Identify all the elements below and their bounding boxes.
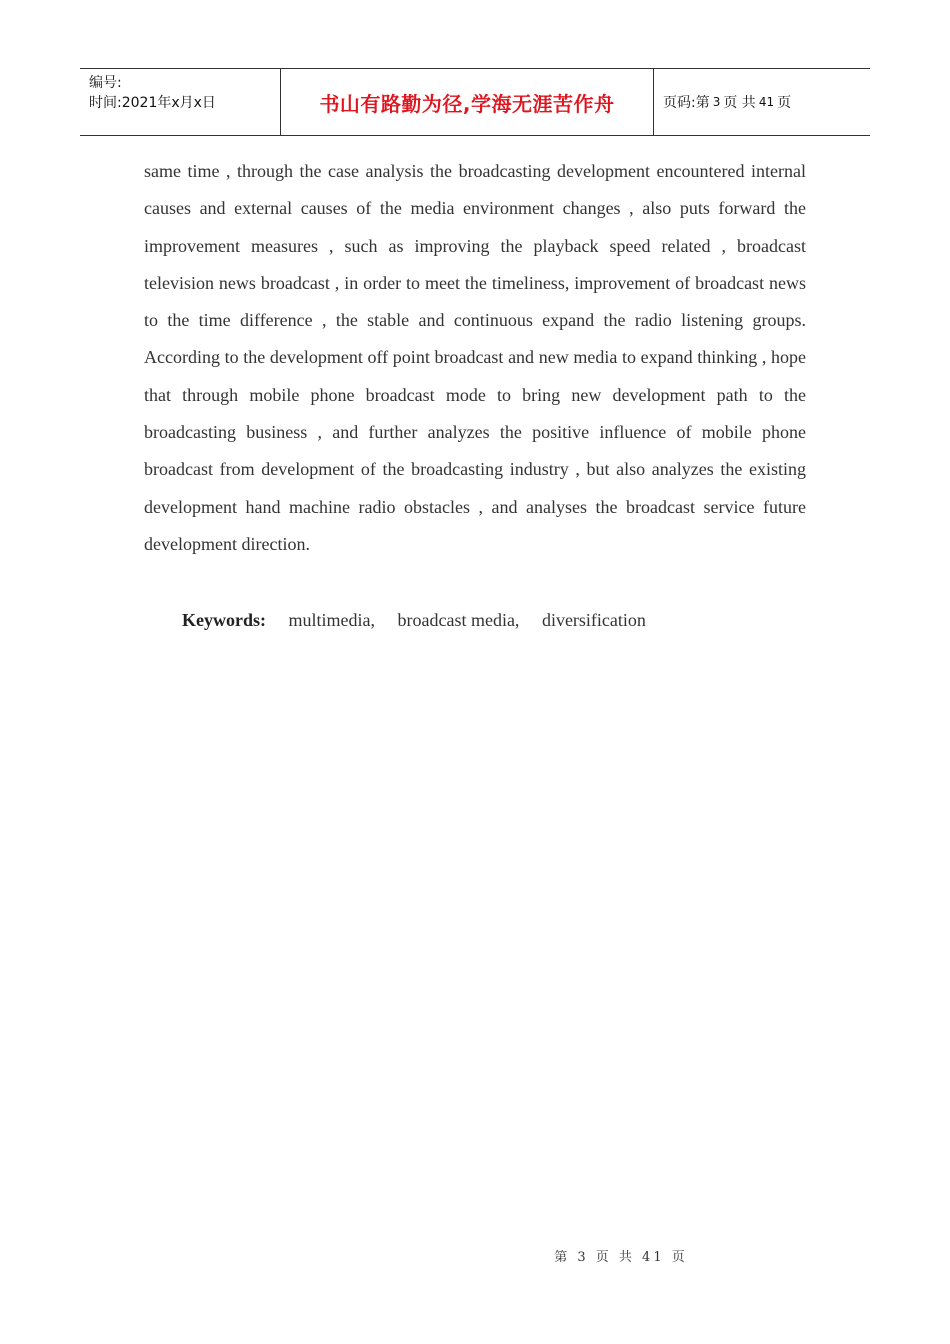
header-meta: [80, 69, 281, 135]
keyword-item: multimedia,: [288, 610, 375, 630]
number-label: 编号:: [89, 75, 122, 91]
keywords-line: [182, 610, 664, 631]
keyword-item: diversification: [541, 610, 646, 630]
header-page-info: [654, 69, 870, 135]
header-motto: 书山有路勤为径,学海无涯苦作舟: [281, 69, 654, 135]
footer-page-number: 第 3 页 共 41 页: [554, 1250, 688, 1265]
page-total: 41: [758, 95, 775, 109]
abstract-body: [144, 153, 806, 563]
keyword-item: broadcast media,: [397, 610, 520, 630]
page-middle: 页 共: [723, 95, 756, 111]
abstract-paragraph: same time , through the case analysis the broadcasting development encountered internal causes and external causes of the media environment changes , also puts forward the improvement measures , such as improving the playback speed related , broadcast television news broadcast , in order to meet the timeliness, improvement of broadcast news to the time difference , the stable and continuous expand the radio listening groups. According to the development off point broadcast and new media to expand thinking , hope that through mobile phone broadcast mode to bring new development path to the broadcasting business , and further analyzes the positive influence of mobile phone broadcast from development of the broadcasting industry , but also analyzes the existing development hand machine radio obstacles , and analyses the broadcast service future development direction.: [144, 161, 806, 554]
page-suffix: 页: [777, 95, 792, 111]
keywords-label: Keywords:: [182, 610, 266, 630]
page-header: [80, 68, 870, 136]
page-current: 3: [712, 95, 721, 109]
page-footer: [0, 1246, 950, 1265]
date-label: 时间:2021年x月x日: [89, 95, 216, 111]
page-prefix: 页码:第: [663, 95, 710, 111]
